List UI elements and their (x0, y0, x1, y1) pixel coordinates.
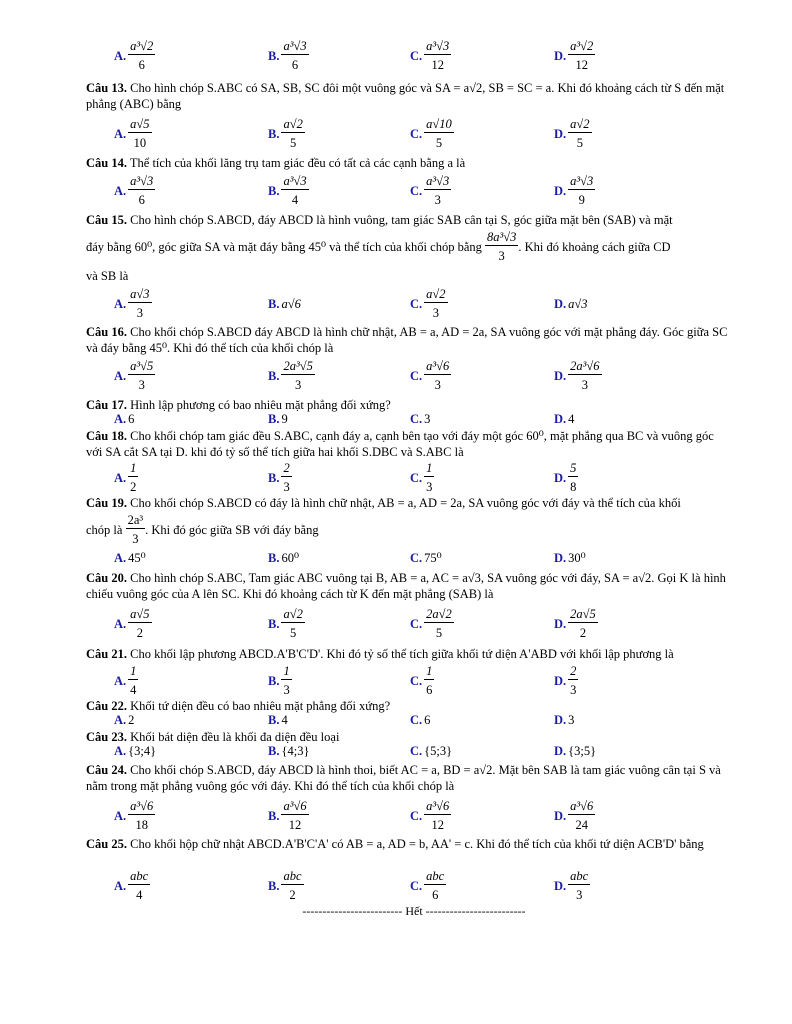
option-d: D. 4 (554, 412, 575, 426)
fraction: $\frac{1}{3}$ (283, 664, 290, 697)
fraction: $\frac{2a√2}{5}$ (426, 607, 452, 640)
fraction: $\frac{a√2}{3}$ (426, 287, 446, 320)
options-14 (114, 171, 714, 211)
fraction: $\frac{2}{3}$ (283, 461, 290, 494)
option-a: A. $\frac{\text{abc}}{4}$ (114, 869, 149, 902)
option-b: B. $\frac{\text{2a³√5}}{3}$ (268, 359, 313, 392)
option-c: C. $\frac{a√2}{3}$ (410, 287, 446, 320)
option-c: C. $\frac{2a√2}{5}$ (410, 607, 452, 640)
fraction: $\frac{\text{a³√6}}{24}$ (570, 799, 594, 832)
fraction: $\frac{a√2}{5}$ (283, 117, 303, 150)
option-c: C. $\frac{\text{a³√6}}{12}$ (410, 799, 450, 832)
question-23: Câu 23. Khối bát diện đều là khối đa diện đều loại (86, 730, 340, 744)
fraction: $\frac{\text{2a³√5}}{3}$ (283, 359, 313, 392)
fraction: $\frac{\text{a³√3}}{3}$ (426, 174, 450, 207)
question-21: Câu 21. Cho khối lập phương ABCD.A'B'C'D'. Khi đó tỷ số thể tích giữa khối tứ diện A'ABD với khối lập phương là (86, 647, 674, 661)
question-22: Câu 22. Khối tứ diện đều có bao nhiêu mặt phẳng đối xứng? (86, 699, 391, 713)
fraction: $\frac{\text{a³√2}}{6}$ (130, 39, 154, 72)
question-24: Câu 24. Cho khối chóp S.ABCD, đáy ABCD là hình thoi, biết AC = a, BD = a√2. Mặt bên SAB là tam giác vuông cân tại S và nằm trong mặt phẳng vuông góc với đáy. Khi đó thể tích của khối chóp là (86, 763, 721, 793)
fraction: $\frac{\text{a³√6}}{18}$ (130, 799, 154, 832)
option-d: D. 30⁰ (554, 551, 586, 565)
question-19-line-2: chóp là $\frac{\text{2a³}}{3}$ . Khi đó góc giữa SB với đáy bằng (86, 513, 319, 546)
fraction: $\frac{1}{3}$ (426, 461, 433, 494)
fraction: $\frac{a√3}{3}$ (130, 287, 150, 320)
fraction: $\frac{1}{2}$ (130, 461, 137, 494)
option-c: C. $\frac{1}{6}$ (410, 664, 433, 697)
option-b: B. $\frac{a√2}{5}$ (268, 607, 303, 640)
option-a: A. $\frac{\text{a³√6}}{18}$ (114, 799, 154, 832)
fraction: $\frac{\text{a³√2}}{12}$ (570, 39, 594, 72)
fraction: $\frac{\text{abc}}{2}$ (283, 869, 302, 902)
option-a: A. $\frac{1}{4}$ (114, 664, 137, 697)
options-20 (114, 604, 714, 644)
fraction: $\frac{\text{a³√6}}{12}$ (426, 799, 450, 832)
options-25 (114, 866, 714, 906)
fraction: $\frac{\text{abc}}{4}$ (130, 869, 149, 902)
fraction: $\frac{a√5}{2}$ (130, 607, 150, 640)
options-16 (114, 356, 714, 396)
question-15-line-3: và SB là (86, 269, 129, 283)
options-19 (114, 550, 714, 566)
option-d: D. $\frac{a√2}{5}$ (554, 117, 590, 150)
option-d: D. $\frac{2a√5}{2}$ (554, 607, 596, 640)
options-15 (114, 284, 714, 324)
option-d: D. $\frac{5}{8}$ (554, 461, 577, 494)
fraction: $\frac{5}{8}$ (570, 461, 577, 494)
option-b: B. 60⁰ (268, 551, 299, 565)
option-a: A. $\frac{a√5}{10}$ (114, 117, 150, 150)
fraction: $\frac{a√5}{10}$ (130, 117, 150, 150)
option-c: C. $\frac{a√10}{5}$ (410, 117, 452, 150)
fraction: $\frac{\text{a³√3}}{12}$ (426, 39, 450, 72)
option-b: B. $\frac{1}{3}$ (268, 664, 290, 697)
option-d: D. $\frac{2}{3}$ (554, 664, 577, 697)
option-b: B. $\frac{\text{a³√6}}{12}$ (268, 799, 307, 832)
fraction: $\frac{\text{a³√5}}{3}$ (130, 359, 154, 392)
question-16: Câu 16. Cho khối chóp S.ABCD đáy ABCD là hình chữ nhật, AB = a, AD = 2a, SA vuông góc với mặt phẳng đáy. Góc giữa SC và đáy bằng 45⁰. Khi đó thể tích của khối chóp là (86, 325, 728, 355)
fraction: $\frac{a√2}{5}$ (570, 117, 590, 150)
question-15-line-2: đáy bằng 60⁰, góc giữa SA và mặt đáy bằng 45⁰ và thể tích của khối chóp bằng $\frac{\text{8a³√3}}{3}$ . Khi đó khoảng cách giữa CD (86, 230, 671, 263)
options-23 (114, 744, 714, 760)
option-c: C. $\frac{\text{a³√6}}{3}$ (410, 359, 450, 392)
option-d: D. a√3 (554, 296, 588, 311)
option-b: B. a√6 (268, 296, 301, 311)
option-d: D. $\frac{\text{abc}}{3}$ (554, 869, 589, 902)
option-a: A. $\frac{a√3}{3}$ (114, 287, 150, 320)
option-c: C. 6 (410, 713, 431, 727)
fraction: $\frac{a√2}{5}$ (283, 607, 303, 640)
option-b: B. $\frac{a√2}{5}$ (268, 117, 303, 150)
options-17 (114, 412, 714, 428)
option-d: D. {3;5} (554, 744, 597, 758)
question-14: Câu 14. Thể tích của khối lăng trụ tam giác đều có tất cả các cạnh bằng a là (86, 156, 466, 170)
end-footer: ------------------------- Hết ------------------------- (302, 904, 526, 918)
options-13 (114, 114, 714, 154)
options-22 (114, 713, 714, 729)
option-a: A. 45⁰ (114, 551, 146, 565)
option-d: D. $\frac{\text{2a³√6}}{3}$ (554, 359, 600, 392)
option-c: C. $\frac{\text{a³√3}}{12}$ (410, 39, 450, 72)
fraction: $\frac{\text{a³√3}}{4}$ (283, 174, 307, 207)
option-d: D. 3 (554, 713, 575, 727)
fraction: $\frac{a√10}{5}$ (426, 117, 452, 150)
option-b: B. $\frac{2}{3}$ (268, 461, 290, 494)
fraction: $\frac{\text{a³√3}}{9}$ (570, 174, 594, 207)
options-24 (114, 796, 714, 836)
fraction: $\frac{\text{a³√3}}{6}$ (130, 174, 154, 207)
question-18: Câu 18. Cho khối chóp tam giác đều S.ABC, cạnh đáy a, cạnh bên tạo với đáy một góc 60⁰, mặt phẳng qua BC và vuông góc với SA cắt SA tại D. khi đó tỷ số thể tích giữa hai khối S.DBC và S.ABC là (86, 429, 714, 459)
option-b: B. $\frac{\text{a³√3}}{6}$ (268, 39, 307, 72)
option-b: B. 9 (268, 412, 288, 426)
question-20: Câu 20. Cho hình chóp S.ABC, Tam giác ABC vuông tại B, AB = a, AC = a√3, SA vuông góc với đáy, SA = a√2. Gọi K là hình chiếu vuông góc của A lên SC. Khi đó khoảng cách từ K đến mặt phẳng (SAB) là (86, 571, 726, 601)
option-a: A. $\frac{\text{a³√2}}{6}$ (114, 39, 154, 72)
question-17: Câu 17. Hình lập phương có bao nhiêu mặt phẳng đối xứng? (86, 398, 391, 412)
option-b: B. {4;3} (268, 744, 310, 758)
option-a: A. 6 (114, 412, 135, 426)
fraction: $\frac{\text{abc}}{6}$ (426, 869, 445, 902)
fraction: $\frac{1}{4}$ (130, 664, 137, 697)
option-d: D. $\frac{\text{a³√6}}{24}$ (554, 799, 594, 832)
option-c: C. $\frac{1}{3}$ (410, 461, 433, 494)
volume-fraction: $\frac{\text{2a³}}{3}$ (127, 513, 144, 546)
option-a: A. $\frac{\text{a³√3}}{6}$ (114, 174, 154, 207)
option-a: A. 2 (114, 713, 135, 727)
option-b: B. 4 (268, 713, 288, 727)
option-a: A. $\frac{a√5}{2}$ (114, 607, 150, 640)
option-b: B. $\frac{\text{abc}}{2}$ (268, 869, 302, 902)
fraction: $\frac{\text{abc}}{3}$ (570, 869, 589, 902)
fraction: $\frac{2a√5}{2}$ (570, 607, 596, 640)
option-c: C. 75⁰ (410, 551, 442, 565)
fraction: $\frac{\text{a³√3}}{6}$ (283, 39, 307, 72)
option-c: C. $\frac{\text{a³√3}}{3}$ (410, 174, 450, 207)
option-d: D. $\frac{\text{a³√2}}{12}$ (554, 39, 594, 72)
options-row (114, 36, 714, 76)
fraction: $\frac{\text{2a³√6}}{3}$ (570, 359, 600, 392)
options-21 (114, 661, 714, 701)
options-18 (114, 458, 714, 498)
option-c: C. {5;3} (410, 744, 453, 758)
option-c: C. 3 (410, 412, 431, 426)
fraction: $\frac{\text{a³√6}}{3}$ (426, 359, 450, 392)
option-a: A. $\frac{\text{a³√5}}{3}$ (114, 359, 154, 392)
question-19: Câu 19. Cho khối chóp S.ABCD có đáy là hình chữ nhật, AB = a, AD = 2a, SA vuông góc với đáy và thể tích của khối (86, 496, 681, 510)
fraction: $\frac{2}{3}$ (570, 664, 577, 697)
fraction: $\frac{1}{6}$ (426, 664, 433, 697)
option-a: A. {3;4} (114, 744, 157, 758)
option-a: A. $\frac{1}{2}$ (114, 461, 137, 494)
fraction: $\frac{\text{a³√6}}{12}$ (283, 799, 307, 832)
option-c: C. $\frac{\text{abc}}{6}$ (410, 869, 445, 902)
volume-fraction: $\frac{\text{8a³√3}}{3}$ (487, 230, 517, 263)
question-25: Câu 25. Cho khối hộp chữ nhật ABCD.A'B'C'A' có AB = a, AD = b, AA' = c. Khi đó thể tích của khối tứ diện ACB'D' bằng (86, 837, 704, 851)
question-15: Câu 15. Cho hình chóp S.ABCD, đáy ABCD là hình vuông, tam giác SAB cân tại S, góc giữa mặt bên (SAB) và mặt (86, 213, 673, 227)
option-d: D. $\frac{\text{a³√3}}{9}$ (554, 174, 594, 207)
question-13: Câu 13. Cho hình chóp S.ABC có SA, SB, SC đôi một vuông góc và SA = a√2, SB = SC = a. Khi đó khoảng cách từ S đến mặt phẳng (ABC) bằng (86, 81, 725, 111)
option-b: B. $\frac{\text{a³√3}}{4}$ (268, 174, 307, 207)
